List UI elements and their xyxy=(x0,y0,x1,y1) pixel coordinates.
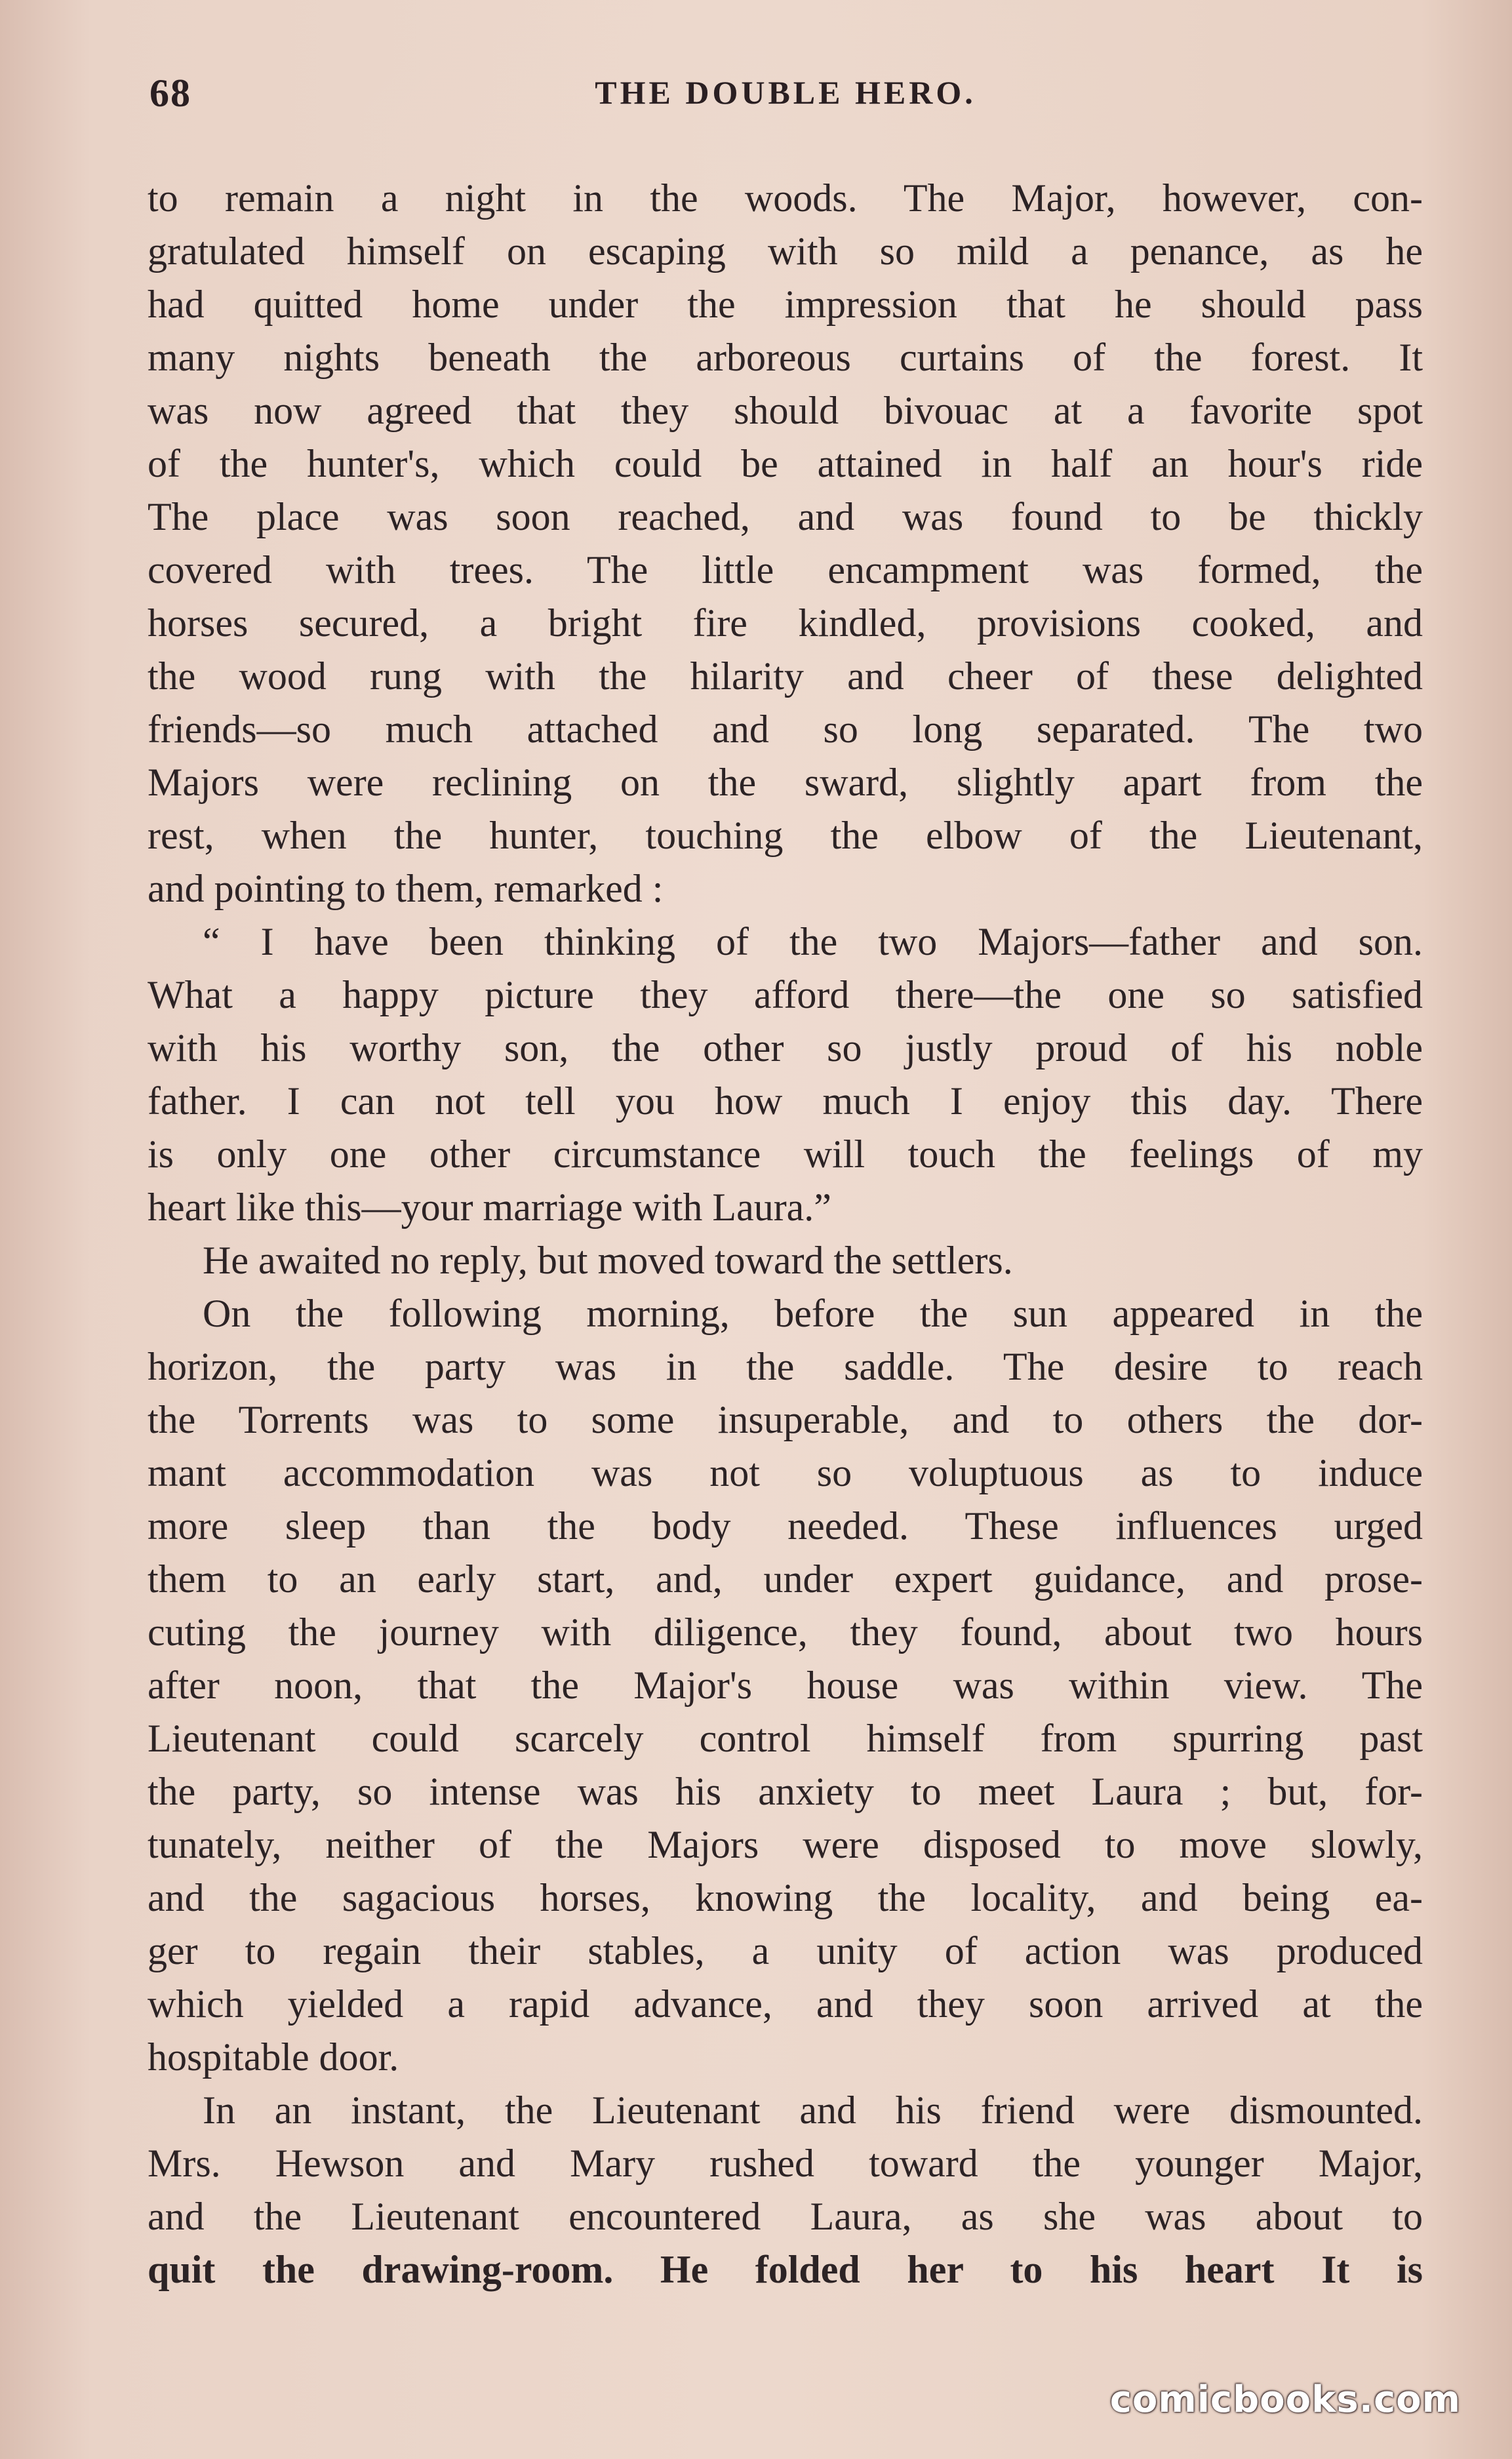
body-text xyxy=(148,172,1423,2296)
text-line: was now agreed that they should bivouac at a favorite spot xyxy=(148,389,1423,432)
text-line: is only one other circumstance will touch the feelings of my xyxy=(148,1132,1423,1176)
text-line: On the following morning, before the sun appeared in the xyxy=(203,1292,1423,1335)
text-line: them to an early start, and, under expert guidance, and prose- xyxy=(148,1557,1423,1601)
text-line: cuting the journey with diligence, they found, about two hours xyxy=(148,1610,1423,1654)
text-line: He awaited no reply, but moved toward the settlers. xyxy=(203,1239,1013,1282)
text-line: ger to regain their stables, a unity of action was produced xyxy=(148,1929,1423,1972)
text-line: hospitable door. xyxy=(148,2035,399,2079)
running-title: THE DOUBLE HERO. xyxy=(595,74,976,111)
text-line: Mrs. Hewson and Mary rushed toward the younger Major, xyxy=(148,2142,1423,2185)
text-line: after noon, that the Major's house was within view. The xyxy=(148,1664,1423,1707)
text-line: many nights beneath the arboreous curtains of the forest. It xyxy=(148,336,1423,379)
text-line: father. I can not tell you how much I enjoy this day. There xyxy=(148,1079,1423,1123)
text-line: more sleep than the body needed. These influences urged xyxy=(148,1504,1423,1548)
text-line: the party, so intense was his anxiety to meet Laura ; but, for- xyxy=(148,1770,1423,1813)
text-line: of the hunter's, which could be attained in half an hour's ride xyxy=(148,442,1423,485)
text-line: tunately, neither of the Majors were disposed to move slowly, xyxy=(148,1823,1423,1866)
text-line: with his worthy son, the other so justly proud of his noble xyxy=(148,1026,1423,1070)
text-line: the wood rung with the hilarity and cheer of these delighted xyxy=(148,654,1423,698)
text-line: “ I have been thinking of the two Majors—father and son. xyxy=(203,920,1423,963)
text-line: Majors were reclining on the sward, slightly apart from the xyxy=(148,761,1423,804)
text-line: had quitted home under the impression that he should pass xyxy=(148,283,1423,326)
text-line: friends—so much attached and so long separated. The two xyxy=(148,708,1423,751)
text-line: In an instant, the Lieutenant and his friend were dismounted. xyxy=(203,2089,1423,2132)
text-line: the Torrents was to some insuperable, and to others the dor- xyxy=(148,1398,1423,1441)
text-line: heart like this—your marriage with Laura.” xyxy=(148,1186,831,1229)
text-line: horizon, the party was in the saddle. The desire to reach xyxy=(148,1345,1423,1388)
text-line: rest, when the hunter, touching the elbow of the Lieutenant, xyxy=(148,814,1423,857)
page-header xyxy=(149,71,1422,117)
text-line: and pointing to them, remarked : xyxy=(148,867,664,910)
text-line: which yielded a rapid advance, and they soon arrived at the xyxy=(148,1982,1423,2026)
text-line: to remain a night in the woods. The Major, however, con- xyxy=(148,176,1423,220)
text-line: What a happy picture they afford there—the one so satisfied xyxy=(148,973,1423,1016)
text-line: horses secured, a bright fire kindled, provisions cooked, and xyxy=(148,601,1423,645)
text-line: Lieutenant could scarcely control himself from spurring past xyxy=(148,1717,1423,1760)
text-line: and the Lieutenant encountered Laura, as she was about to xyxy=(148,2195,1423,2238)
text-line: and the sagacious horses, knowing the locality, and being ea- xyxy=(148,1876,1423,1919)
text-line: mant accommodation was not so voluptuous as to induce xyxy=(148,1451,1423,1494)
watermark: comicbooks.com xyxy=(1109,2378,1461,2421)
text-line: gratulated himself on escaping with so mild a penance, as he xyxy=(148,230,1423,273)
text-line: The place was soon reached, and was found to be thickly xyxy=(148,495,1423,538)
text-line: quit the drawing-room. He folded her to his heart It is xyxy=(148,2248,1423,2291)
page-number: 68 xyxy=(149,71,191,115)
text-line: covered with trees. The little encampment was formed, the xyxy=(148,548,1423,591)
